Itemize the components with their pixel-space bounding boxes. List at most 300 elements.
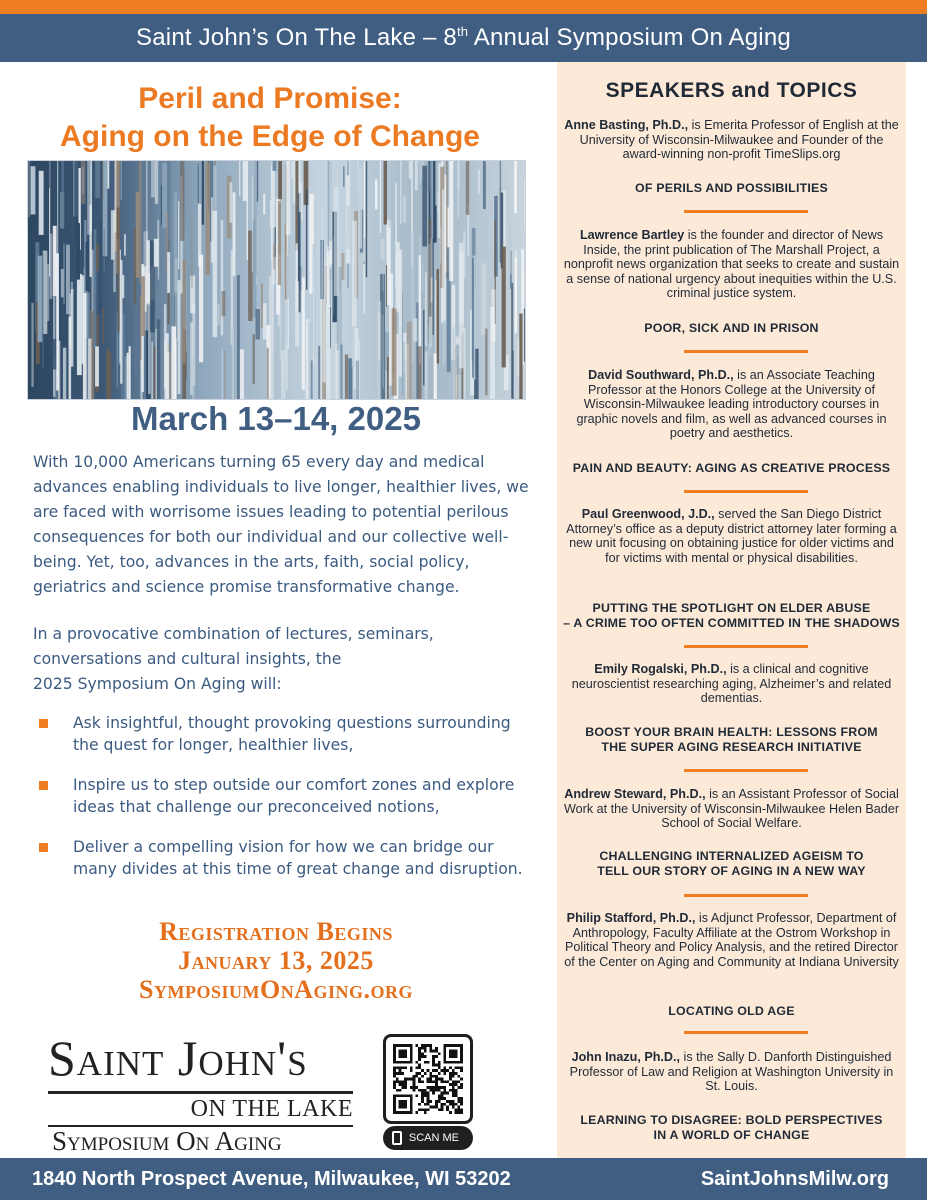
qr-module bbox=[446, 1092, 449, 1095]
qr-module bbox=[421, 1080, 424, 1083]
painting-stroke bbox=[478, 170, 479, 194]
painting-stroke bbox=[96, 244, 99, 271]
event-title-line1: Peril and Promise: bbox=[138, 82, 402, 115]
painting-stroke bbox=[423, 310, 424, 385]
painting-stroke bbox=[63, 348, 66, 400]
qr-module bbox=[401, 1080, 404, 1083]
qr-module bbox=[460, 1066, 463, 1069]
orange-square-bullet-icon bbox=[39, 843, 48, 852]
qr-module bbox=[443, 1097, 446, 1100]
painting-stroke bbox=[192, 357, 195, 400]
speaker-description: is the Sally D. Danforth Distinguished Professor of Law and Religion at Washington University in St. Louis. bbox=[569, 1050, 894, 1094]
qr-module bbox=[460, 1069, 463, 1072]
painting-stroke bbox=[345, 355, 348, 401]
symposium-intro-line3: 2025 Symposium On Aging will: bbox=[33, 675, 282, 693]
painting-stroke bbox=[403, 195, 407, 223]
registration-website-link[interactable]: SymposiumOnAging.org bbox=[139, 975, 413, 1004]
qr-module bbox=[427, 1100, 430, 1103]
painting-stroke bbox=[122, 275, 124, 298]
qr-module bbox=[404, 1066, 407, 1069]
qr-module bbox=[429, 1100, 432, 1103]
qr-module bbox=[424, 1072, 427, 1075]
header-bar bbox=[0, 14, 927, 62]
painting-stroke bbox=[273, 244, 275, 270]
section-divider bbox=[684, 1031, 808, 1034]
qr-module bbox=[421, 1097, 424, 1100]
painting-stroke bbox=[167, 252, 170, 293]
painting-stroke bbox=[409, 161, 413, 179]
painting-stroke bbox=[270, 200, 271, 227]
qr-module bbox=[393, 1075, 396, 1078]
painting-stroke bbox=[257, 161, 258, 202]
painting-stroke bbox=[129, 346, 131, 400]
qr-module bbox=[424, 1111, 427, 1114]
painting-stroke bbox=[180, 161, 185, 241]
qr-module bbox=[452, 1080, 455, 1083]
goal-text: Deliver a compelling vision for how we can bridge our many divides at this time of great change and disruption. bbox=[73, 838, 523, 878]
speaker-topic-line2: THE SUPER AGING RESEARCH INITIATIVE bbox=[601, 740, 862, 754]
painting-stroke bbox=[502, 247, 506, 368]
speaker-name: David Southward, Ph.D., bbox=[588, 368, 734, 382]
speaker-topic: POOR, SICK AND IN PRISON bbox=[644, 321, 819, 335]
painting-stroke bbox=[95, 346, 99, 386]
speaker-topic: LOCATING OLD AGE bbox=[668, 1004, 795, 1018]
painting-stroke bbox=[418, 161, 421, 184]
qr-module bbox=[427, 1086, 430, 1089]
goal-item bbox=[33, 774, 541, 818]
qr-module bbox=[424, 1061, 427, 1064]
painting-stroke bbox=[53, 226, 57, 296]
qr-module bbox=[393, 1083, 396, 1086]
scan-me-label bbox=[383, 1126, 473, 1150]
qr-module bbox=[455, 1089, 458, 1092]
footer-address: 1840 North Prospect Avenue, Milwaukee, WI 53202 bbox=[32, 1168, 511, 1190]
qr-module bbox=[438, 1086, 441, 1089]
qr-module bbox=[441, 1094, 444, 1097]
painting-stroke bbox=[199, 255, 203, 363]
qr-module bbox=[443, 1066, 446, 1069]
qr-module bbox=[435, 1050, 438, 1053]
qr-module bbox=[424, 1103, 427, 1106]
qr-module bbox=[421, 1044, 424, 1047]
painting-stroke bbox=[64, 243, 65, 304]
qr-finder-pattern bbox=[449, 1050, 457, 1058]
qr-module bbox=[443, 1103, 446, 1106]
qr-module bbox=[393, 1080, 396, 1083]
qr-module bbox=[421, 1108, 424, 1111]
qr-module bbox=[429, 1047, 432, 1050]
qr-module bbox=[401, 1072, 404, 1075]
painting-stroke bbox=[358, 168, 362, 249]
painting-stroke bbox=[399, 250, 402, 377]
qr-module bbox=[399, 1083, 402, 1086]
speaker-description: is an Assistant Professor of Social Work at the University of Wisconsin-Milwaukee Helen Bader School of Social Welfare. bbox=[563, 787, 900, 831]
qr-module bbox=[418, 1066, 421, 1069]
qr-module bbox=[460, 1111, 463, 1114]
qr-module bbox=[410, 1069, 413, 1072]
qr-module bbox=[438, 1108, 441, 1111]
qr-module bbox=[438, 1072, 441, 1075]
qr-module bbox=[452, 1086, 455, 1089]
qr-module bbox=[418, 1078, 421, 1081]
painting-stroke bbox=[442, 190, 445, 304]
painting-stroke bbox=[56, 253, 59, 390]
painting-stroke bbox=[38, 256, 43, 342]
qr-module bbox=[438, 1097, 441, 1100]
section-divider bbox=[684, 769, 808, 772]
qr-module bbox=[418, 1047, 421, 1050]
header-title-post: Annual Symposium On Aging bbox=[468, 24, 791, 51]
qr-module bbox=[427, 1069, 430, 1072]
qr-module bbox=[429, 1050, 432, 1053]
section-divider bbox=[684, 490, 808, 493]
qr-module bbox=[441, 1069, 444, 1072]
painting-stroke bbox=[103, 307, 105, 344]
painting-stroke bbox=[90, 310, 94, 400]
painting-stroke bbox=[102, 161, 103, 199]
qr-module bbox=[435, 1075, 438, 1078]
speaker-description: is the founder and director of News Inside, the print publication of The Marshall Project, a nonprofit news organization that seeks to create and sustain a sense of national urgency about inequities within the U.S. criminal justice system. bbox=[563, 228, 900, 301]
goal-item bbox=[33, 836, 541, 880]
painting-stroke bbox=[47, 264, 50, 321]
qr-module bbox=[449, 1089, 452, 1092]
painting-stroke bbox=[422, 262, 423, 293]
qr-module bbox=[460, 1103, 463, 1106]
logo-line2: ON THE LAKE bbox=[190, 1096, 353, 1122]
qr-module bbox=[413, 1089, 416, 1092]
event-date: March 13–14, 2025 bbox=[131, 400, 421, 437]
speaker-description: is a clinical and cognitive neuroscientist researching aging, Alzheimer’s and related dementias. bbox=[571, 662, 892, 706]
qr-module bbox=[427, 1044, 430, 1047]
painting-stroke bbox=[111, 210, 115, 259]
qr-module bbox=[401, 1066, 404, 1069]
saint-johns-logo bbox=[48, 1030, 363, 1156]
qr-module bbox=[399, 1080, 402, 1083]
speaker-name: Lawrence Bartley bbox=[579, 228, 685, 242]
qr-module bbox=[443, 1072, 446, 1075]
qr-module bbox=[393, 1066, 396, 1069]
painting-stroke bbox=[343, 166, 345, 187]
painting-stroke bbox=[154, 239, 159, 267]
speaker-topic: PAIN AND BEAUTY: AGING AS CREATIVE PROCESS bbox=[572, 461, 891, 475]
qr-module bbox=[427, 1078, 430, 1081]
registration-heading: Registration Begins bbox=[159, 917, 393, 946]
qr-module bbox=[421, 1052, 424, 1055]
symposium-intro-line2: conversations and cultural insights, the bbox=[33, 650, 342, 668]
qr-code[interactable] bbox=[383, 1034, 473, 1124]
painting-stroke bbox=[42, 253, 43, 367]
painting-stroke bbox=[338, 291, 340, 400]
qr-module bbox=[441, 1086, 444, 1089]
qr-module bbox=[424, 1050, 427, 1053]
painting-stroke bbox=[198, 163, 199, 202]
painting-stroke bbox=[117, 208, 120, 239]
qr-finder-pattern bbox=[399, 1100, 407, 1108]
qr-module bbox=[441, 1080, 444, 1083]
speaker-topic bbox=[563, 725, 900, 755]
qr-module bbox=[427, 1080, 430, 1083]
painting-stroke bbox=[77, 274, 82, 375]
orange-square-bullet-icon bbox=[39, 719, 48, 728]
painting-stroke bbox=[425, 351, 428, 400]
speaker-name: Philip Stafford, Ph.D., bbox=[566, 911, 696, 925]
qr-module bbox=[449, 1075, 452, 1078]
qr-module bbox=[429, 1044, 432, 1047]
qr-module bbox=[427, 1094, 430, 1097]
qr-module bbox=[441, 1097, 444, 1100]
painting-stroke bbox=[178, 280, 181, 394]
qr-module bbox=[449, 1072, 452, 1075]
qr-module bbox=[435, 1106, 438, 1109]
qr-module bbox=[413, 1086, 416, 1089]
qr-module bbox=[452, 1072, 455, 1075]
qr-module bbox=[432, 1069, 435, 1072]
qr-module bbox=[415, 1086, 418, 1089]
qr-module bbox=[441, 1078, 444, 1081]
painting-stroke bbox=[380, 161, 382, 233]
painting-stroke bbox=[247, 161, 248, 260]
painting-stroke bbox=[165, 333, 169, 400]
symposium-intro bbox=[33, 622, 541, 697]
speaker-topic: OF PERILS AND POSSIBILITIES bbox=[635, 181, 828, 195]
painting-stroke bbox=[327, 251, 332, 307]
qr-module bbox=[449, 1078, 452, 1081]
painting-stroke bbox=[295, 281, 299, 346]
qr-module bbox=[424, 1047, 427, 1050]
painting-stroke bbox=[117, 238, 120, 332]
painting-stroke bbox=[432, 239, 434, 335]
qr-module bbox=[435, 1083, 438, 1086]
qr-module bbox=[429, 1106, 432, 1109]
painting-stroke bbox=[413, 319, 417, 342]
painting-stroke bbox=[457, 161, 459, 219]
qr-module bbox=[424, 1089, 427, 1092]
speaker-topic bbox=[563, 1113, 900, 1143]
qr-module bbox=[421, 1075, 424, 1078]
qr-module bbox=[438, 1078, 441, 1081]
painting-stroke bbox=[364, 161, 365, 238]
qr-module bbox=[443, 1086, 446, 1089]
painting-stroke bbox=[95, 161, 100, 198]
painting-stroke bbox=[136, 192, 140, 278]
painting-stroke bbox=[61, 269, 64, 297]
painting-stroke bbox=[278, 161, 282, 199]
painting-stroke bbox=[352, 221, 357, 327]
painting-stroke bbox=[69, 317, 72, 400]
painting-stroke bbox=[100, 220, 101, 314]
qr-module bbox=[429, 1075, 432, 1078]
qr-module bbox=[460, 1086, 463, 1089]
painting-stroke bbox=[278, 201, 281, 285]
qr-module bbox=[399, 1072, 402, 1075]
qr-module bbox=[457, 1106, 460, 1109]
qr-module bbox=[427, 1092, 430, 1095]
qr-module bbox=[432, 1055, 435, 1058]
painting-stroke bbox=[383, 256, 384, 389]
painting-stroke bbox=[384, 161, 387, 225]
speaker-topic-line1: BOOST YOUR BRAIN HEALTH: LESSONS FROM bbox=[585, 725, 878, 739]
speaker-bio bbox=[563, 118, 900, 162]
speaker-description: served the San Diego District Attorney’s office as a deputy district attorney later forming a new unit focusing on obtaining justice for older victims and for victims with mental or physical disabilities. bbox=[566, 507, 897, 565]
qr-module bbox=[457, 1108, 460, 1111]
painting-stroke bbox=[107, 352, 112, 400]
qr-module bbox=[443, 1092, 446, 1095]
qr-module bbox=[455, 1083, 458, 1086]
painting-stroke bbox=[485, 329, 488, 396]
painting-stroke bbox=[232, 329, 234, 400]
painting-stroke bbox=[239, 161, 240, 196]
qr-module bbox=[460, 1097, 463, 1100]
qr-module bbox=[410, 1086, 413, 1089]
qr-module bbox=[460, 1078, 463, 1081]
qr-module bbox=[457, 1066, 460, 1069]
painting-stroke bbox=[191, 220, 192, 287]
qr-module bbox=[421, 1094, 424, 1097]
painting-stroke bbox=[86, 242, 90, 291]
qr-module bbox=[421, 1055, 424, 1058]
qr-module bbox=[441, 1106, 444, 1109]
qr-module bbox=[432, 1058, 435, 1061]
qr-module bbox=[429, 1089, 432, 1092]
painting-stroke bbox=[256, 309, 261, 340]
painting-stroke bbox=[47, 161, 50, 188]
painting-stroke bbox=[514, 161, 517, 213]
qr-module bbox=[427, 1061, 430, 1064]
speaker-bio bbox=[563, 787, 900, 831]
qr-module bbox=[460, 1083, 463, 1086]
painting-stroke bbox=[472, 258, 474, 378]
painting-stroke bbox=[306, 189, 308, 289]
phone-icon bbox=[392, 1131, 402, 1145]
qr-module bbox=[452, 1100, 455, 1103]
qr-module bbox=[418, 1080, 421, 1083]
painting-stroke bbox=[356, 361, 359, 400]
qr-module bbox=[393, 1069, 396, 1072]
qr-module bbox=[432, 1086, 435, 1089]
qr-module bbox=[421, 1092, 424, 1095]
painting-stroke bbox=[302, 277, 305, 389]
qr-module bbox=[432, 1064, 435, 1067]
painting-stroke bbox=[47, 343, 50, 400]
painting-stroke bbox=[326, 305, 330, 400]
painting-stroke bbox=[261, 284, 263, 328]
painting-stroke bbox=[322, 209, 324, 299]
qr-module bbox=[455, 1092, 458, 1095]
qr-module bbox=[455, 1103, 458, 1106]
qr-finder-pattern bbox=[399, 1050, 407, 1058]
qr-module bbox=[457, 1100, 460, 1103]
painting-stroke bbox=[57, 161, 58, 267]
painting-stroke bbox=[221, 220, 224, 335]
qr-module bbox=[432, 1089, 435, 1092]
qr-module bbox=[449, 1100, 452, 1103]
qr-module bbox=[424, 1094, 427, 1097]
qr-module bbox=[424, 1092, 427, 1095]
painting-stroke bbox=[281, 350, 286, 400]
qr-module bbox=[455, 1066, 458, 1069]
speaker-bio bbox=[563, 507, 900, 565]
qr-module bbox=[396, 1072, 399, 1075]
qr-module bbox=[421, 1089, 424, 1092]
painting-stroke bbox=[152, 342, 153, 400]
qr-module bbox=[438, 1094, 441, 1097]
qr-module bbox=[449, 1066, 452, 1069]
speaker-topic-line1: PUTTING THE SPOTLIGHT ON ELDER ABUSE bbox=[592, 601, 871, 615]
painting-stroke bbox=[253, 334, 255, 384]
intro-paragraph: With 10,000 Americans turning 65 every day and medical advances enabling individuals to live longer, healthier lives, we are faced with worrisome issues leading to potential perilous consequences for both our individual and our collective well-being. Yet, too, advances in the arts, faith, social policy, geriatrics and science promise transformative change. bbox=[33, 453, 529, 596]
qr-module bbox=[452, 1103, 455, 1106]
qr-module bbox=[438, 1061, 441, 1064]
qr-module bbox=[438, 1052, 441, 1055]
qr-module bbox=[429, 1072, 432, 1075]
qr-module bbox=[441, 1103, 444, 1106]
painting-stroke bbox=[33, 219, 36, 259]
painting-stroke bbox=[31, 303, 33, 387]
qr-module bbox=[455, 1080, 458, 1083]
qr-module bbox=[452, 1094, 455, 1097]
qr-module bbox=[446, 1069, 449, 1072]
header-title-pre: Saint John’s On The Lake – 8 bbox=[136, 24, 457, 51]
painting-stroke bbox=[154, 347, 156, 400]
painting-stroke bbox=[146, 240, 150, 303]
qr-module bbox=[399, 1066, 402, 1069]
speaker-topic-line1: LEARNING TO DISAGREE: BOLD PERSPECTIVES bbox=[580, 1113, 883, 1127]
painting-stroke bbox=[240, 349, 244, 400]
speaker-name: Andrew Steward, Ph.D., bbox=[564, 787, 706, 801]
qr-module bbox=[396, 1078, 399, 1081]
logo-line1: Saint John's bbox=[48, 1030, 308, 1086]
painting-stroke bbox=[483, 161, 486, 209]
painting-stroke bbox=[61, 161, 64, 228]
painting-stroke bbox=[347, 205, 351, 249]
painting-stroke bbox=[171, 326, 176, 400]
painting-stroke bbox=[222, 349, 223, 400]
qr-module bbox=[438, 1089, 441, 1092]
qr-module bbox=[424, 1055, 427, 1058]
painting-stroke bbox=[375, 179, 377, 209]
painting-stroke bbox=[425, 272, 426, 346]
footer-website-link[interactable]: SaintJohnsMilw.org bbox=[700, 1168, 889, 1190]
qr-module bbox=[452, 1089, 455, 1092]
speaker-bio bbox=[563, 911, 900, 969]
painting-stroke bbox=[252, 176, 253, 272]
painting-stroke bbox=[103, 161, 108, 256]
qr-module bbox=[421, 1069, 424, 1072]
symposium-intro-line1: In a provocative combination of lectures, seminars, bbox=[33, 625, 434, 643]
qr-module bbox=[413, 1080, 416, 1083]
painting-stroke bbox=[86, 293, 90, 401]
painting-stroke bbox=[243, 161, 247, 201]
qr-module bbox=[401, 1083, 404, 1086]
painting-stroke bbox=[482, 191, 483, 217]
painting-stroke bbox=[273, 161, 277, 171]
painting-stroke bbox=[213, 211, 218, 337]
painting-stroke bbox=[92, 250, 94, 311]
painting-stroke bbox=[321, 294, 322, 400]
painting-stroke bbox=[267, 348, 269, 400]
qr-module bbox=[418, 1089, 421, 1092]
qr-module bbox=[413, 1078, 416, 1081]
qr-module bbox=[418, 1052, 421, 1055]
section-divider bbox=[684, 894, 808, 897]
painting-stroke bbox=[146, 161, 147, 249]
painting-stroke bbox=[263, 194, 265, 215]
painting-stroke bbox=[263, 303, 267, 339]
qr-module bbox=[415, 1111, 418, 1114]
qr-module bbox=[441, 1092, 444, 1095]
painting-stroke bbox=[459, 253, 464, 323]
painting-stroke bbox=[400, 161, 402, 224]
